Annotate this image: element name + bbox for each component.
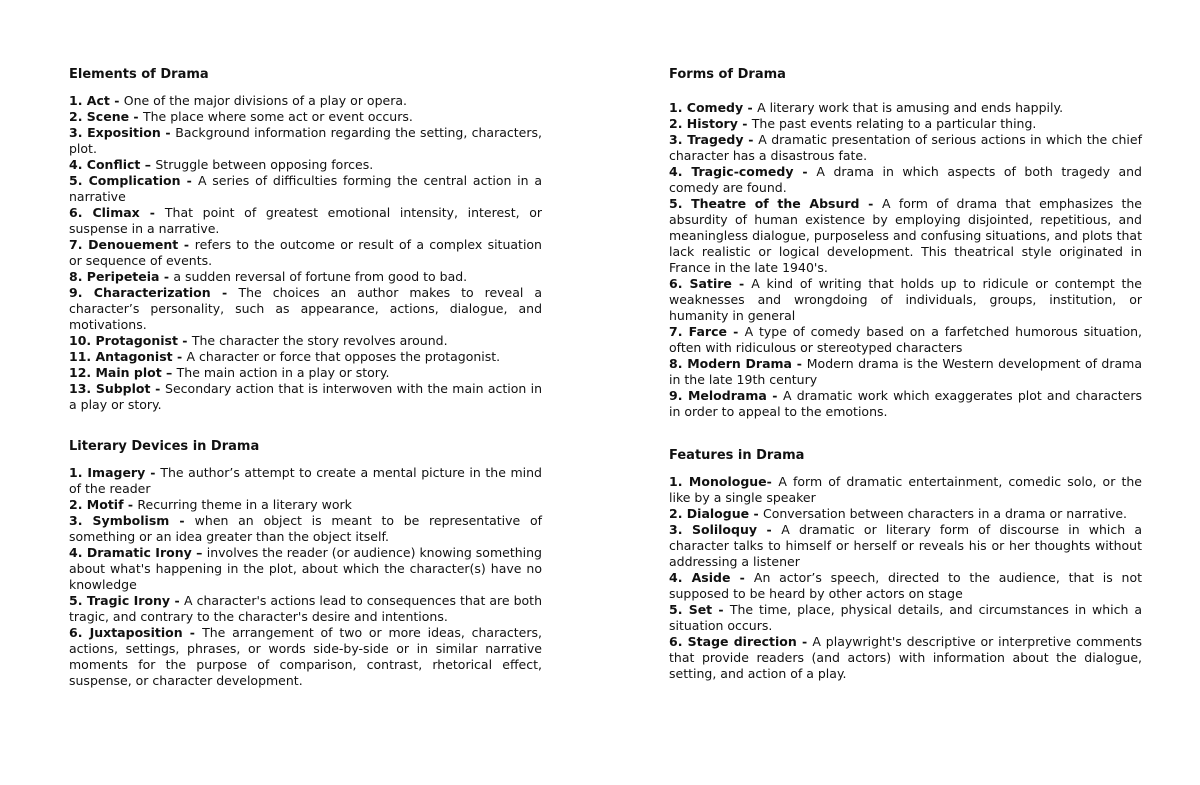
definition-item <box>669 570 1142 602</box>
term: 4. Aside - <box>669 570 754 585</box>
definition-item <box>669 132 1142 164</box>
definition: A drama in which aspects of both tragedy and comedy are found. <box>669 164 1142 195</box>
definition-list <box>69 465 542 689</box>
term: 1. Monologue- <box>669 474 779 489</box>
term: 5. Complication - <box>69 173 198 188</box>
definition: Background information regarding the setting, characters, plot. <box>69 125 542 156</box>
definition: The past events relating to a particular thing. <box>751 116 1037 131</box>
definition-item <box>669 324 1142 356</box>
term: 1. Act - <box>69 93 124 108</box>
definition-item <box>69 497 542 513</box>
definition-item <box>669 276 1142 324</box>
definition: a sudden reversal of fortune from good to bad. <box>173 269 468 284</box>
term: 7. Denouement - <box>69 237 195 252</box>
definition: The place where some act or event occurs. <box>142 109 413 124</box>
definition: A type of comedy based on a farfetched humorous situation, often with ridiculous or stereotyped characters <box>669 324 1142 355</box>
term: 4. Dramatic Irony – <box>69 545 207 560</box>
definition-item <box>669 196 1142 276</box>
definition: A literary work that is amusing and ends happily. <box>757 100 1064 115</box>
definition: The time, place, physical details, and circumstances in which a situation occurs. <box>669 602 1142 633</box>
term: 5. Set - <box>669 602 730 617</box>
definition: That point of greatest emotional intensity, interest, or suspense in a narrative. <box>69 205 542 236</box>
forms-of-drama-section <box>669 66 1142 420</box>
term: 6. Satire - <box>669 276 752 291</box>
definition-item <box>69 109 542 125</box>
features-in-drama-section <box>669 447 1142 682</box>
definition-item <box>69 333 542 349</box>
term: 12. Main plot – <box>69 365 177 380</box>
literary-devices-section <box>69 438 542 689</box>
term: 3. Exposition - <box>69 125 176 140</box>
definition-item <box>69 269 542 285</box>
elements-of-drama-section <box>69 66 542 413</box>
term: 6. Juxtaposition - <box>69 625 203 640</box>
term: 9. Characterization - <box>69 285 239 300</box>
definition: An actor’s speech, directed to the audience, that is not supposed to be heard by other actors on stage <box>669 570 1142 601</box>
definition-list <box>669 100 1142 420</box>
definition-list <box>69 93 542 413</box>
definition: A character or force that opposes the protagonist. <box>186 349 501 364</box>
definition: Conversation between characters in a drama or narrative. <box>762 506 1128 521</box>
definition-item <box>69 381 542 413</box>
term: 13. Subplot - <box>69 381 166 396</box>
right-column <box>669 66 1142 682</box>
definition: Recurring theme in a literary work <box>137 497 352 512</box>
definition: One of the major divisions of a play or opera. <box>123 93 407 108</box>
term: 3. Symbolism - <box>69 513 195 528</box>
definition-item <box>669 602 1142 634</box>
definition-item <box>69 545 542 593</box>
term: 6. Stage direction - <box>669 634 813 649</box>
definition: involves the reader (or audience) knowing something about what's happening in the plot, about which the character(s) have no knowledge <box>69 545 542 592</box>
term: 2. Motif - <box>69 497 138 512</box>
definition-item <box>669 634 1142 682</box>
definition: when an object is meant to be representative of something or an idea greater than the object itself. <box>69 513 543 544</box>
definition-item <box>69 593 542 625</box>
section-title: Forms of Drama <box>669 67 786 82</box>
definition-item <box>69 237 542 269</box>
definition-item <box>69 205 542 237</box>
definition: A dramatic or literary form of discourse in which a character talks to himself or herself or reveals his or her thoughts without addressing a listener <box>669 522 1142 569</box>
definition: The choices an author makes to reveal a character’s personality, such as appearance, actions, dialogue, and motivations. <box>69 285 542 332</box>
term: 11. Antagonist - <box>69 349 187 364</box>
definition: Struggle between opposing forces. <box>155 157 374 172</box>
definition-item <box>669 116 1142 132</box>
definition-item <box>669 474 1142 506</box>
definition: The arrangement of two or more ideas, characters, actions, settings, phrases, or words side-by-side or in similar narrative moments for the purpose of comparison, contrast, rhetorical effect, suspense, or character development. <box>69 625 542 688</box>
definition: A playwright's descriptive or interpretive comments that provide readers (and actors) with information about the dialogue, setting, and action of a play. <box>669 634 1142 681</box>
definition: Secondary action that is interwoven with the main action in a play or story. <box>69 381 542 412</box>
definition: A form of drama that emphasizes the absurdity of human existence by employing disjointed, repetitious, and meaningless dialogue, purposeless and confusing situations, and plots that lack realistic or logical development. This theatrical style originated in France in the late 1940's. <box>669 196 1142 275</box>
term: 7. Farce - <box>669 324 745 339</box>
definition-item <box>69 513 542 545</box>
definition-item <box>69 349 542 365</box>
term: 4. Conflict – <box>69 157 156 172</box>
term: 1. Imagery - <box>69 465 161 480</box>
definition: A character's actions lead to consequences that are both tragic, and contrary to the character's desire and intentions. <box>69 593 542 624</box>
term: 5. Tragic Irony - <box>69 593 185 608</box>
term: 1. Comedy - <box>669 100 758 115</box>
definition: A series of difficulties forming the central action in a narrative <box>69 173 542 204</box>
section-title: Features in Drama <box>669 448 805 463</box>
term: 2. Dialogue - <box>669 506 763 521</box>
definition: refers to the outcome or result of a complex situation or sequence of events. <box>69 237 542 268</box>
definition: Modern drama is the Western development of drama in the late 19th century <box>669 356 1142 387</box>
term: 2. Scene - <box>69 109 143 124</box>
definition-item <box>69 125 542 157</box>
left-column <box>69 66 542 689</box>
definition-list <box>669 474 1142 682</box>
term: 6. Climax - <box>69 205 165 220</box>
definition: A kind of writing that holds up to ridicule or contempt the weaknesses and wrongdoing of individuals, groups, institution, or humanity in general <box>669 276 1143 323</box>
definition-item <box>69 365 542 381</box>
definition-item <box>669 356 1142 388</box>
section-title: Elements of Drama <box>69 67 209 82</box>
definition-item <box>69 465 542 497</box>
section-title: Literary Devices in Drama <box>69 439 260 454</box>
definition-item <box>669 164 1142 196</box>
term: 8. Peripeteia - <box>69 269 174 284</box>
definition-item <box>669 522 1142 570</box>
definition-item <box>69 625 542 689</box>
definition: A dramatic presentation of serious actions in which the chief character has a disastrous fate. <box>669 132 1142 163</box>
term: 5. Theatre of the Absurd - <box>669 196 882 211</box>
term: 9. Melodrama - <box>669 388 784 403</box>
definition-item <box>69 93 542 109</box>
definition-item <box>69 173 542 205</box>
term: 3. Soliloquy - <box>669 522 782 537</box>
definition-item <box>69 157 542 173</box>
term: 4. Tragic-comedy - <box>669 164 817 179</box>
definition-item <box>669 100 1142 116</box>
definition-item <box>69 285 542 333</box>
definition: The character the story revolves around. <box>191 333 448 348</box>
term: 8. Modern Drama - <box>669 356 807 371</box>
term: 2. History - <box>669 116 752 131</box>
definition: A form of dramatic entertainment, comedic solo, or the like by a single speaker <box>669 474 1142 505</box>
definition-item <box>669 506 1142 522</box>
definition: A dramatic work which exaggerates plot and characters in order to appeal to the emotions. <box>669 388 1142 419</box>
definition-item <box>669 388 1142 420</box>
term: 10. Protagonist - <box>69 333 192 348</box>
definition: The author’s attempt to create a mental picture in the mind of the reader <box>69 465 542 496</box>
definition: The main action in a play or story. <box>176 365 390 380</box>
term: 3. Tragedy - <box>669 132 759 147</box>
